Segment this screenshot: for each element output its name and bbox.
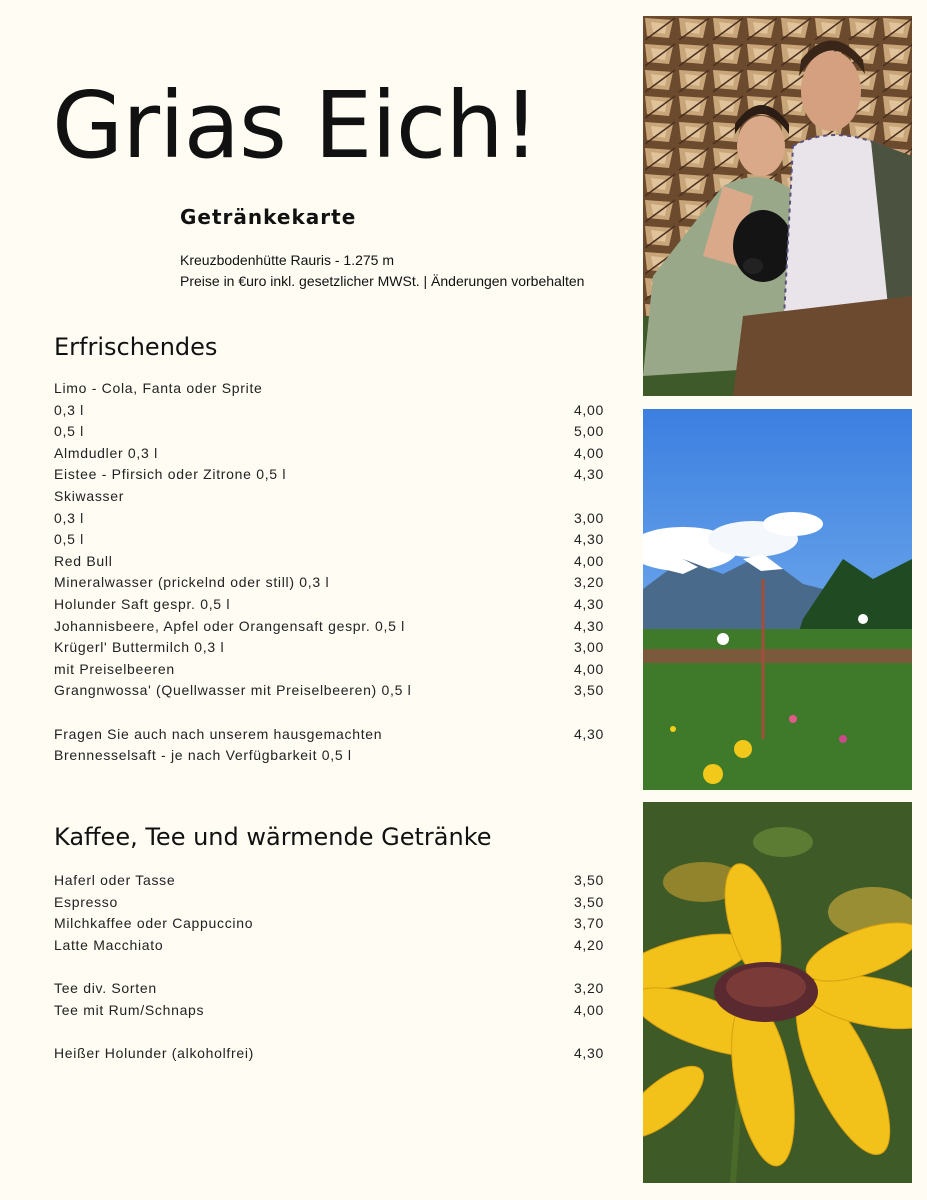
- menu-item-price: 4,30: [573, 725, 604, 742]
- menu-item-name: Milchkaffee oder Cappuccino: [54, 915, 254, 932]
- menu-item-name: 0,3 l: [54, 401, 84, 418]
- menu-item-price: 4,20: [573, 936, 604, 953]
- menu-item-name: Johannisbeere, Apfel oder Orangensaft gespr. 0,5 l: [54, 617, 405, 634]
- prices-note: Preise in €uro inkl. gesetzlicher MWSt. | Änderungen vorbehalten: [180, 273, 585, 289]
- menu-item: [54, 935, 604, 957]
- menu-item: [54, 464, 604, 486]
- menu-item-price: [570, 702, 604, 724]
- menu-item-price: 3,20: [573, 574, 604, 591]
- menu-item: [54, 1043, 604, 1065]
- menu-item-price: [570, 745, 604, 767]
- drinks-list-erfrischendes: [54, 378, 604, 767]
- menu-item-name: Red Bull: [54, 552, 113, 569]
- location-text: Kreuzbodenhütte Rauris - 1.275 m: [180, 252, 395, 268]
- menu-item-price: 3,50: [573, 682, 604, 699]
- menu-item-name: Fragen Sie auch nach unserem hausgemachten: [54, 725, 383, 742]
- drinks-list-kaffee-tee: [54, 870, 604, 1064]
- menu-item-price: 4,00: [573, 1001, 604, 1018]
- menu-item-name: Heißer Holunder (alkoholfrei): [54, 1044, 255, 1061]
- menu-item: [54, 594, 604, 616]
- menu-item: [54, 892, 604, 914]
- menu-item: [54, 400, 604, 422]
- menu-item-price: 3,50: [573, 893, 604, 910]
- menu-item-price: [570, 1021, 604, 1043]
- menu-item-price: 3,00: [573, 509, 604, 526]
- menu-item-name: Grangnwossa' (Quellwasser mit Preiselbeeren) 0,5 l: [54, 682, 412, 699]
- menu-item-price: 4,00: [573, 660, 604, 677]
- menu-item: [54, 529, 604, 551]
- menu-item: [54, 443, 604, 465]
- alpine-meadow-photo: [643, 409, 912, 790]
- menu-item-name: Limo - Cola, Fanta oder Sprite: [54, 380, 263, 396]
- menu-item-price: 4,30: [573, 617, 604, 634]
- menu-item-price: 4,00: [573, 444, 604, 461]
- menu-item-name: Almdudler 0,3 l: [54, 444, 158, 461]
- menu-item-name: Espresso: [54, 893, 118, 910]
- menu-item-name: mit Preiselbeeren: [54, 660, 175, 677]
- menu-item-name: Haferl oder Tasse: [54, 872, 176, 888]
- page-title: Grias Eich!: [52, 72, 539, 179]
- menu-item-name: Tee div. Sorten: [54, 979, 157, 996]
- menu-item-name: Skiwasser: [54, 487, 125, 504]
- menu-item: [54, 1000, 604, 1022]
- menu-item-price: 4,30: [573, 595, 604, 612]
- section-title-kaffee-tee: Kaffee, Tee und wärmende Getränke: [54, 823, 492, 851]
- menu-item: [54, 724, 604, 746]
- menu-item-name: Tee mit Rum/Schnaps: [54, 1001, 205, 1018]
- menu-item: [54, 616, 604, 638]
- couple-with-dog-photo: [643, 16, 912, 396]
- menu-item: [54, 978, 604, 1000]
- menu-item: [54, 572, 604, 594]
- menu-item-price: 4,00: [573, 401, 604, 418]
- menu-item: [54, 378, 604, 400]
- menu-item-price: 4,00: [573, 552, 604, 569]
- menu-item: [54, 956, 604, 978]
- menu-item-name: Latte Macchiato: [54, 936, 164, 953]
- menu-item: [54, 637, 604, 659]
- menu-item: [54, 1021, 604, 1043]
- section-title-erfrischendes: Erfrischendes: [54, 333, 218, 361]
- menu-item-price: 5,00: [573, 423, 604, 440]
- menu-item-price: 4,30: [573, 1044, 604, 1061]
- menu-item: [54, 421, 604, 443]
- yellow-flower-photo: [643, 802, 912, 1183]
- menu-item-price: 3,00: [573, 639, 604, 656]
- menu-subtitle: Getränkekarte: [180, 205, 357, 229]
- menu-item-name: 0,5 l: [54, 423, 84, 440]
- menu-item-price: 3,70: [573, 915, 604, 932]
- menu-item-price: [570, 486, 604, 508]
- menu-item-name: Krügerl' Buttermilch 0,3 l: [54, 639, 225, 656]
- menu-item: [54, 486, 604, 508]
- menu-item-price: [570, 956, 604, 978]
- menu-item: [54, 551, 604, 573]
- menu-item-price: 3,50: [573, 872, 604, 888]
- menu-item-name: Brennesselsaft - je nach Verfügbarkeit 0,5 l: [54, 747, 352, 764]
- menu-item: [54, 702, 604, 724]
- menu-item: [54, 745, 604, 767]
- menu-item-price: 4,30: [573, 531, 604, 548]
- menu-item-price: 4,30: [573, 466, 604, 483]
- menu-item-price: 3,20: [573, 979, 604, 996]
- header-info: [180, 250, 584, 292]
- menu-item: [54, 680, 604, 702]
- menu-item-name: 0,5 l: [54, 531, 84, 548]
- menu-item: [54, 659, 604, 681]
- menu-item: [54, 870, 604, 892]
- menu-item: [54, 913, 604, 935]
- menu-item-price: [570, 378, 604, 400]
- menu-item-name: Eistee - Pfirsich oder Zitrone 0,5 l: [54, 466, 287, 483]
- menu-item-name: Mineralwasser (prickelnd oder still) 0,3 l: [54, 574, 330, 591]
- menu-item-name: Holunder Saft gespr. 0,5 l: [54, 595, 231, 612]
- menu-item-name: 0,3 l: [54, 509, 84, 526]
- menu-item: [54, 508, 604, 530]
